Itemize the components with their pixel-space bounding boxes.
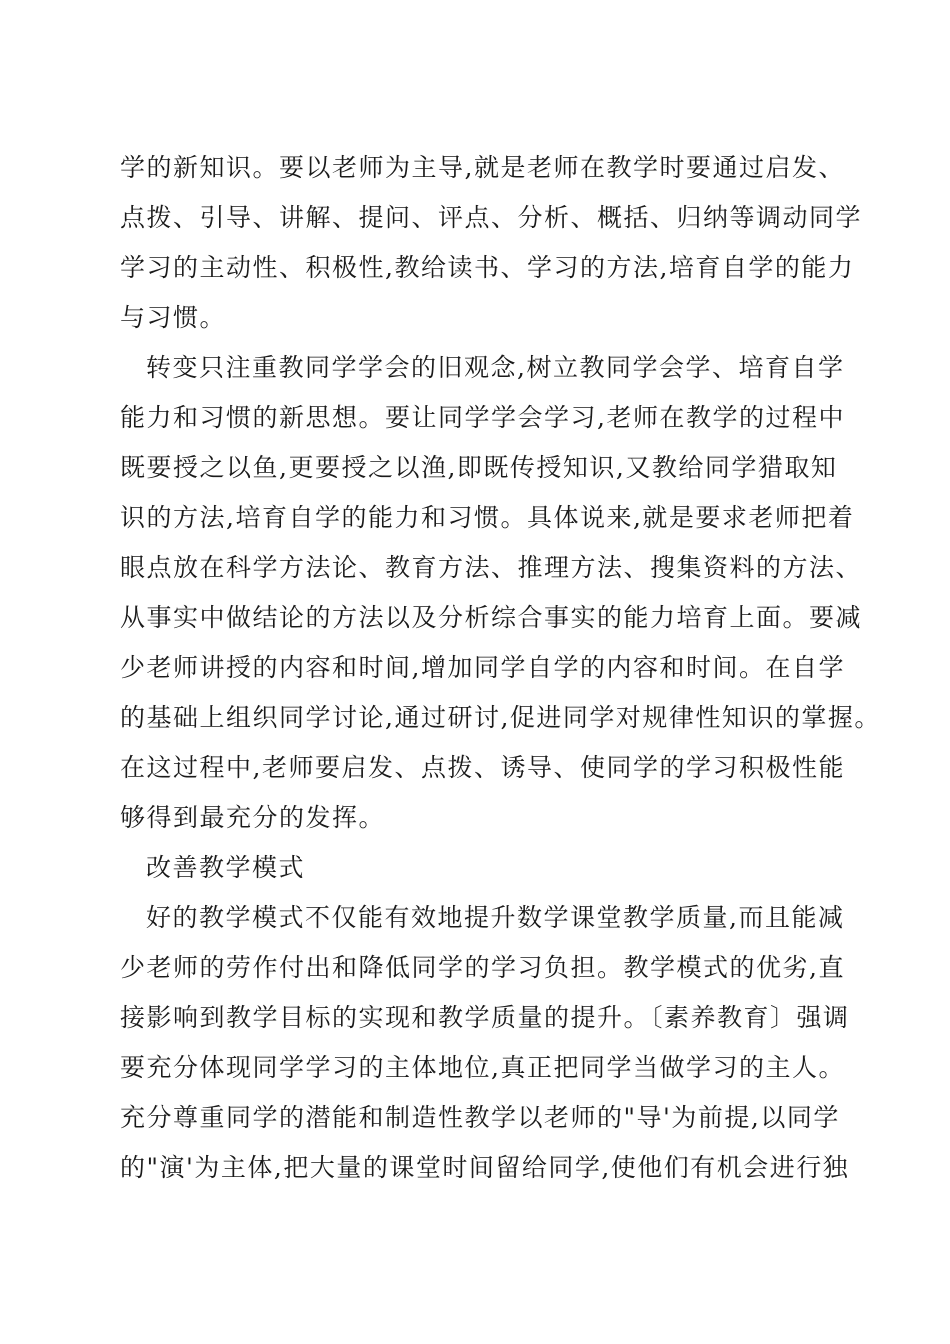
text-line-18: 接影响到教学目标的实现和教学质量的提升。〔素养教育〕强调 xyxy=(120,1003,850,1032)
text-line-20: 充分尊重同学的潜能和制造性教学以老师的"导'为前提,以同学 xyxy=(120,1103,840,1132)
paragraph-start-line: 转变只注重教同学学会的旧观念,树立教同学会学、培育自学 xyxy=(146,353,845,382)
text-line-21: 的"演'为主体,把大量的课堂时间留给同学,使他们有机会进行独 xyxy=(120,1153,850,1182)
text-line-12: 的基础上组织同学讨论,通过研讨,促进同学对规律性知识的掌握。 xyxy=(120,703,881,732)
text-line-19: 要充分体现同学学习的主体地位,真正把同学当做学习的主人。 xyxy=(120,1053,845,1082)
text-line-14: 够得到最充分的发挥。 xyxy=(120,803,386,832)
text-line-4: 与习惯。 xyxy=(120,303,227,332)
text-line-13: 在这过程中,老师要启发、点拨、诱导、使同学的学习积极性能 xyxy=(120,753,845,782)
text-line-17: 少老师的劳作付出和降低同学的学习负担。教学模式的优劣,直 xyxy=(120,953,845,982)
text-line-9: 眼点放在科学方法论、教育方法、推理方法、搜集资料的方法、 xyxy=(120,553,863,582)
text-line-10: 从事实中做结论的方法以及分析综合事实的能力培育上面。要减 xyxy=(120,603,863,632)
text-line-2: 点拨、引导、讲解、提问、评点、分析、概括、归纳等调动同学 xyxy=(120,203,863,232)
text-line-6: 能力和习惯的新思想。要让同学学会学习,老师在教学的过程中 xyxy=(120,403,845,432)
text-line-8: 识的方法,培育自学的能力和习惯。具体说来,就是要求老师把着 xyxy=(120,503,855,532)
paragraph-start-line: 好的教学模式不仅能有效地提升数学课堂教学质量,而且能减 xyxy=(146,903,845,932)
text-line-7: 既要授之以鱼,更要授之以渔,即既传授知识,又教给同学猎取知 xyxy=(120,453,838,482)
section-heading: 改善教学模式 xyxy=(146,853,306,882)
text-line-1: 学的新知识。要以老师为主导,就是老师在教学时要通过启发、 xyxy=(120,153,845,182)
text-line-11: 少老师讲授的内容和时间,增加同学自学的内容和时间。在自学 xyxy=(120,653,845,682)
text-line-3: 学习的主动性、积极性,教给读书、学习的方法,培育自学的能力 xyxy=(120,253,855,282)
